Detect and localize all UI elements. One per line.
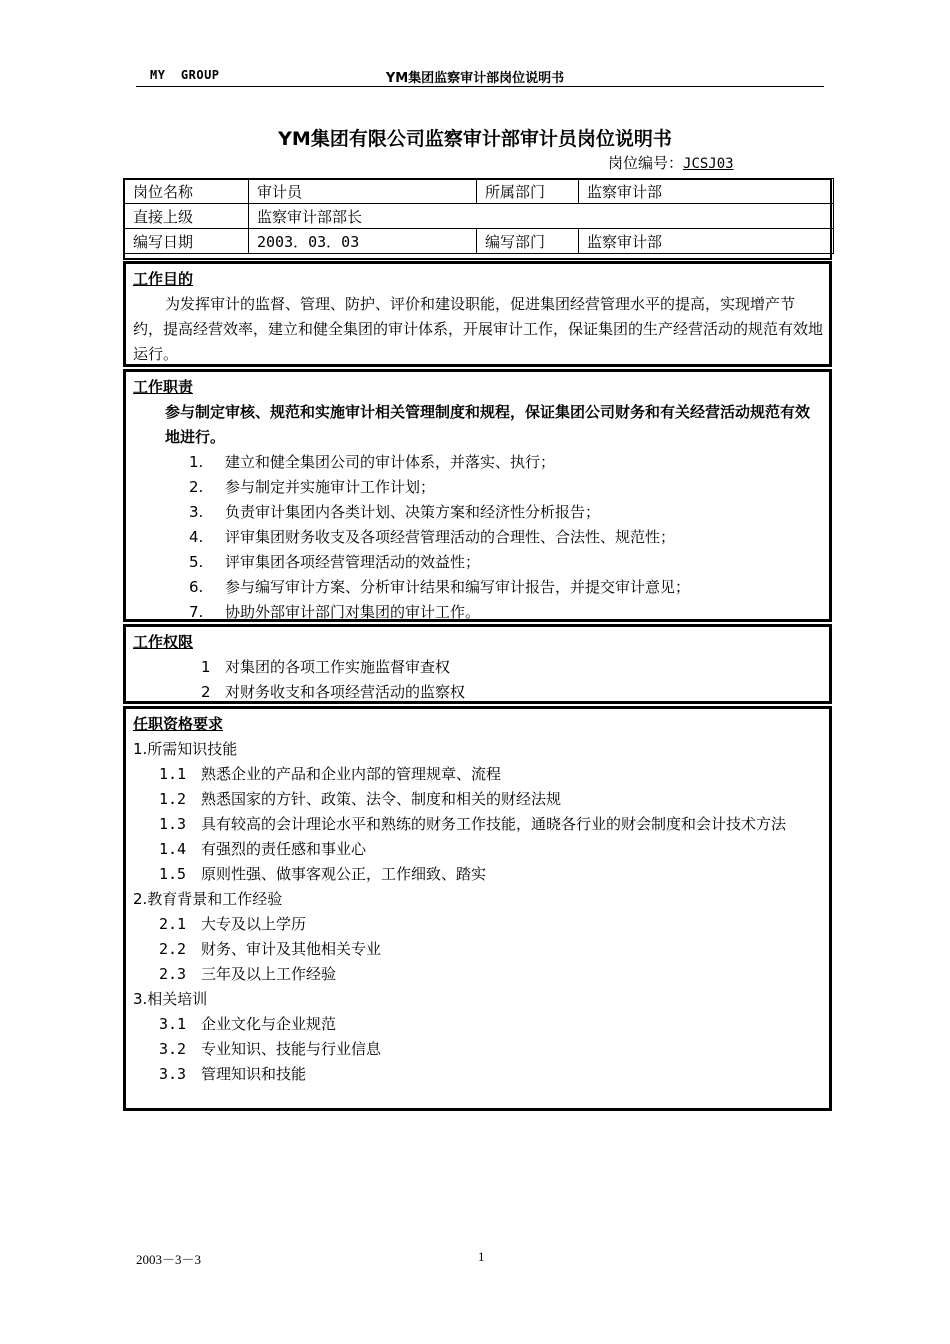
duties-list xyxy=(133,450,823,625)
list-item xyxy=(159,762,823,787)
header-group-name: MY GROUP xyxy=(150,68,220,82)
label-write-department: 编写部门 xyxy=(477,229,579,254)
value-supervisor: 监察审计部部长 xyxy=(249,204,834,229)
list-item-text: 协助外部审计部门对集团的审计工作。 xyxy=(225,603,481,621)
list-item xyxy=(159,1037,823,1062)
list-item-text: 评审集团财务收支及各项经营管理活动的合理性、合法性、规范性； xyxy=(225,528,676,546)
list-item-number: 3.1 xyxy=(159,1015,187,1033)
list-item-number: 1.2 xyxy=(159,790,187,808)
list-item xyxy=(159,1062,823,1087)
list-item-number: 2 xyxy=(201,683,211,701)
list-item-text: 评审集团各项经营管理活动的效益性； xyxy=(225,553,481,571)
list-item xyxy=(159,837,823,862)
info-row-date xyxy=(125,229,834,254)
qualifications-title: 任职资格要求 xyxy=(133,715,224,733)
position-code-value: JCSJ03 xyxy=(683,156,734,172)
list-item-number: 4. xyxy=(189,528,204,546)
list-item-text: 参与制定并实施审计工作计划； xyxy=(225,478,436,496)
info-row-position xyxy=(125,179,834,204)
position-code xyxy=(608,152,734,173)
list-item-number: 1.4 xyxy=(159,840,187,858)
list-item xyxy=(159,1012,823,1037)
qualification-group-label: 1.所需知识技能 xyxy=(133,740,238,758)
section-duties xyxy=(123,369,832,622)
duties-title: 工作职责 xyxy=(133,378,194,396)
qualification-group-list xyxy=(133,912,823,987)
page-title: YM集团有限公司监察审计部审计员岗位说明书 xyxy=(278,128,672,150)
list-item-number: 1.3 xyxy=(159,815,187,833)
list-item xyxy=(189,450,823,475)
list-item-text: 熟悉国家的方针、政策、法令、制度和相关的财经法规 xyxy=(201,790,562,808)
list-item xyxy=(189,550,823,575)
list-item-number: 7. xyxy=(189,603,204,621)
list-item-number: 3.2 xyxy=(159,1040,187,1058)
label-supervisor: 直接上级 xyxy=(125,204,249,229)
list-item-text: 原则性强、做事客观公正，工作细致、踏实 xyxy=(201,865,487,883)
value-position-name: 审计员 xyxy=(249,179,477,204)
list-item xyxy=(189,500,823,525)
value-write-department: 监察审计部 xyxy=(579,229,834,254)
purpose-text: 为发挥审计的监督、管理、防护、评价和建设职能，促进集团经营管理水平的提高，实现增产节约，提高经营效率，建立和健全集团的审计体系，开展审计工作，保证集团的生产经营活动的规范有效地运行。 xyxy=(133,295,824,363)
list-item-text: 具有较高的会计理论水平和熟练的财务工作技能，通晓各行业的财会制度和会计技术方法 xyxy=(201,815,787,833)
qualification-group-label: 3.相关培训 xyxy=(133,990,208,1008)
list-item-number: 5. xyxy=(189,553,204,571)
list-item-number: 6. xyxy=(189,578,204,596)
label-position-name: 岗位名称 xyxy=(125,179,249,204)
list-item-text: 熟悉企业的产品和企业内部的管理规章、流程 xyxy=(201,765,502,783)
value-department: 监察审计部 xyxy=(579,179,834,204)
list-item-number: 1. xyxy=(189,453,204,471)
list-item xyxy=(159,912,823,937)
list-item xyxy=(159,787,823,812)
list-item xyxy=(189,575,823,600)
list-item xyxy=(159,862,823,887)
section-authority xyxy=(123,624,832,704)
list-item xyxy=(189,600,823,625)
list-item-number: 1 xyxy=(201,658,211,676)
info-row-supervisor xyxy=(125,204,834,229)
list-item-text: 建立和健全集团公司的审计体系，并落实、执行； xyxy=(225,453,556,471)
label-write-date: 编写日期 xyxy=(125,229,249,254)
list-item xyxy=(201,680,823,705)
label-department: 所属部门 xyxy=(477,179,579,204)
qualification-group-list xyxy=(133,1012,823,1087)
list-item-text: 管理知识和技能 xyxy=(201,1065,307,1083)
authority-title: 工作权限 xyxy=(133,633,194,651)
list-item xyxy=(159,812,823,837)
authority-list xyxy=(133,655,823,705)
list-item-text: 有强烈的责任感和事业心 xyxy=(201,840,367,858)
list-item-number: 3.3 xyxy=(159,1065,187,1083)
list-item xyxy=(159,962,823,987)
list-item-text: 三年及以上工作经验 xyxy=(201,965,337,983)
list-item-number: 1.5 xyxy=(159,865,187,883)
footer-date: 2003－3－3 xyxy=(136,1252,202,1267)
list-item xyxy=(159,937,823,962)
list-item-number: 3. xyxy=(189,503,204,521)
list-item-number: 2.1 xyxy=(159,915,187,933)
list-item-text: 专业知识、技能与行业信息 xyxy=(201,1040,382,1058)
section-qualifications xyxy=(123,706,832,1111)
list-item xyxy=(189,475,823,500)
list-item-number: 2.2 xyxy=(159,940,187,958)
header-doc-title: YM集团监察审计部岗位说明书 xyxy=(385,71,565,86)
list-item-text: 对财务收支和各项经营活动的监察权 xyxy=(225,683,466,701)
list-item-text: 企业文化与企业规范 xyxy=(201,1015,337,1033)
duties-summary: 参与制定审核、规范和实施审计相关管理制度和规程，保证集团公司财务和有关经营活动规范有效地进行。 xyxy=(165,403,811,446)
section-purpose xyxy=(123,261,832,367)
header-rule xyxy=(136,86,824,87)
position-code-label: 岗位编号： xyxy=(608,154,684,172)
list-item xyxy=(189,525,823,550)
qualification-group-list xyxy=(133,762,823,887)
list-item-text: 财务、审计及其他相关专业 xyxy=(201,940,382,958)
list-item-number: 2.3 xyxy=(159,965,187,983)
list-item-number: 2. xyxy=(189,478,204,496)
qualification-group-label: 2.教育背景和工作经验 xyxy=(133,890,283,908)
list-item-text: 对集团的各项工作实施监督审查权 xyxy=(225,658,451,676)
list-item-text: 参与编写审计方案、分析审计结果和编写审计报告，并提交审计意见； xyxy=(225,578,691,596)
list-item-number: 1.1 xyxy=(159,765,187,783)
info-table xyxy=(124,178,834,254)
footer-page-number: 1 xyxy=(478,1249,485,1264)
list-item-text: 负责审计集团内各类计划、决策方案和经济性分析报告； xyxy=(225,503,601,521)
purpose-title: 工作目的 xyxy=(133,270,194,288)
list-item xyxy=(201,655,823,680)
value-write-date: 2003．03．03 xyxy=(249,229,477,254)
list-item-text: 大专及以上学历 xyxy=(201,915,307,933)
